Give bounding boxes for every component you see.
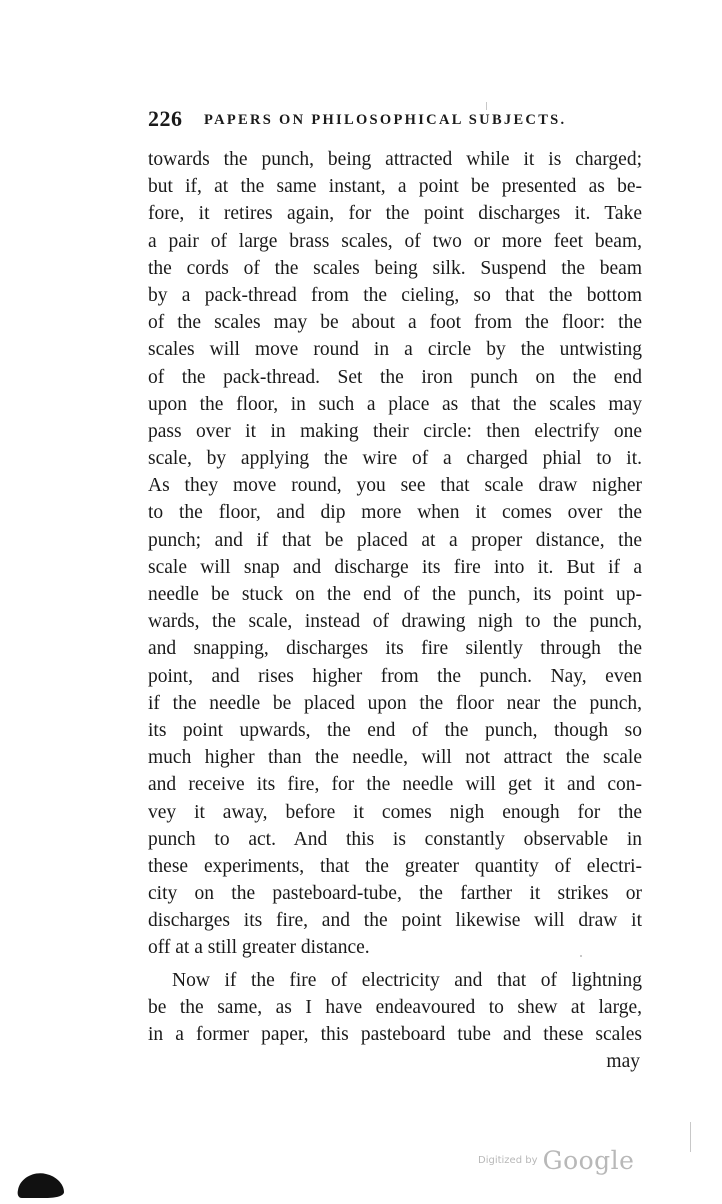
text-line: of the scales may be about a foot from the floor: the bbox=[148, 312, 642, 334]
text-line: and receive its fire, for the needle will get it and con- bbox=[148, 774, 642, 796]
text-line: vey it away, before it comes nigh enough for the bbox=[148, 801, 642, 823]
text-line: discharges its fire, and the point likewise will draw it bbox=[148, 910, 642, 932]
catchword: may bbox=[606, 1051, 640, 1073]
watermark-prefix: Digitized by bbox=[478, 1155, 538, 1166]
text-line: to the floor, and dip more when it comes over the bbox=[148, 502, 642, 524]
text-line: if the needle be placed upon the floor near the punch, bbox=[148, 692, 642, 714]
scan-thumb-mark bbox=[16, 1168, 66, 1198]
text-line: scales will move round in a circle by the untwisting bbox=[148, 339, 642, 361]
text-line: needle be stuck on the end of the punch, its point up- bbox=[148, 584, 642, 605]
text-line: Now if the fire of electricity and that of lightning bbox=[172, 969, 642, 991]
text-line: a pair of large brass scales, of two or more feet beam, bbox=[148, 230, 642, 252]
paragraph-2 bbox=[148, 967, 642, 1049]
text-line: As they move round, you see that scale draw nigher bbox=[148, 475, 642, 497]
text-line: much higher than the needle, will not attract the scale bbox=[148, 747, 642, 769]
text-line: punch; and if that be placed at a proper distance, the bbox=[148, 529, 642, 551]
text-line: its point upwards, the end of the punch, though so bbox=[148, 719, 642, 741]
text-line: fore, it retires again, for the point discharges it. Take bbox=[148, 203, 642, 225]
text-line: upon the floor, in such a place as that the scales may bbox=[148, 393, 642, 415]
text-line: scale, by applying the wire of a charged phial to it. bbox=[148, 448, 642, 470]
paper-speck bbox=[690, 1122, 691, 1152]
text-line: city on the pasteboard-tube, the farther it strikes or bbox=[148, 883, 642, 905]
text-line: these experiments, that the greater quantity of electri- bbox=[148, 855, 642, 877]
text-line: be the same, as I have endeavoured to shew at large, bbox=[148, 996, 642, 1018]
paragraph-1 bbox=[148, 146, 642, 962]
text-line: of the pack-thread. Set the iron punch on the end bbox=[148, 366, 642, 388]
text-line: and snapping, discharges its fire silently through the bbox=[148, 638, 642, 660]
text-line: but if, at the same instant, a point be presented as be- bbox=[148, 176, 642, 198]
text-line: punch to act. And this is constantly observable in bbox=[148, 828, 642, 850]
text-line: off at a still greater distance. bbox=[148, 937, 370, 959]
text-line: wards, the scale, instead of drawing nigh to the punch, bbox=[148, 611, 642, 633]
text-line: pass over it in making their circle: then electrify one bbox=[148, 420, 642, 442]
text-line: the cords of the scales being silk. Suspend the beam bbox=[148, 257, 642, 279]
paper-speck bbox=[580, 955, 582, 957]
text-line: point, and rises higher from the punch. Nay, even bbox=[148, 665, 642, 687]
page-number: 226 bbox=[148, 106, 183, 131]
paper-speck bbox=[486, 102, 487, 110]
google-logo: Google bbox=[542, 1146, 635, 1175]
text-line: in a former paper, this pasteboard tube and these scales bbox=[148, 1024, 642, 1045]
page-header bbox=[148, 106, 644, 136]
running-head: PAPERS ON PHILOSOPHICAL SUBJECTS. bbox=[204, 112, 567, 128]
text-line: scale will snap and discharge its fire into it. But if a bbox=[148, 556, 642, 578]
body-text bbox=[148, 146, 642, 1075]
text-line: towards the punch, being attracted while it is charged; bbox=[148, 149, 642, 170]
text-line: by a pack-thread from the cieling, so that the bottom bbox=[148, 284, 642, 306]
google-watermark bbox=[478, 1146, 634, 1175]
